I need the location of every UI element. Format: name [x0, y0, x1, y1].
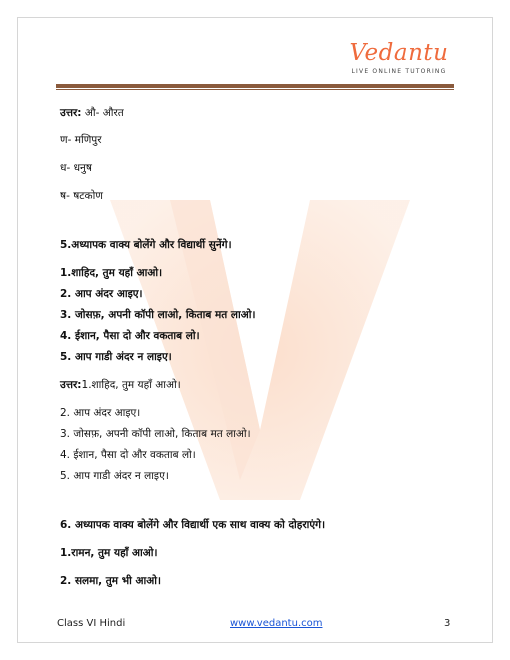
q5-item: 2. आप अंदर आइए। — [60, 288, 143, 300]
footer-website-link[interactable]: www.vedantu.com — [230, 618, 323, 629]
q6-item: 2. सलमा, तुम भी आओ। — [60, 575, 161, 587]
header-rule — [56, 84, 454, 88]
q5-item: 3. जोसफ़, अपनी कॉपी लाओ, किताब मत लाओ। — [60, 309, 256, 321]
q5-item: 4. ईशान, पैसा दो और वकताब लो। — [60, 330, 200, 342]
vedantu-logo — [344, 40, 454, 80]
footer-class-label: Class VI Hindi — [57, 618, 126, 629]
answer-5-item: 5. आप गाडी अंदर न लाइए। — [60, 470, 169, 482]
question-6-title: 6. अध्यापक वाक्य बोलेंगे और विद्यार्थी एक साथ वाक्य को दोहराएंगे। — [60, 519, 326, 531]
logo-tagline: LIVE ONLINE TUTORING — [351, 68, 447, 75]
answer-5-item: 3. जोसफ़, अपनी कॉपी लाओ, किताब मत लाओ। — [60, 428, 251, 440]
text-line: ष- षटकोण — [60, 190, 103, 202]
text-line: ध- धनुष — [60, 162, 92, 174]
answer-text: 1.शाहिद, तुम यहाँ आओ। — [81, 379, 181, 391]
answer-5-item: 2. आप अंदर आइए। — [60, 407, 141, 419]
header-rule-thin — [56, 89, 454, 90]
answer-5-item: 4. ईशान, पैसा दो और वकताब लो। — [60, 449, 196, 461]
answer-label: उत्तर: — [60, 379, 82, 391]
logo-wordmark: Vedantu — [349, 40, 449, 66]
answer-line-1 — [60, 106, 124, 120]
answer-text: औ- औरत — [81, 107, 124, 119]
text-line: ण- मणिपुर — [60, 134, 102, 146]
page-number: 3 — [444, 618, 451, 629]
answer-5-line — [60, 378, 181, 392]
q5-item: 5. आप गाडी अंदर न लाइए। — [60, 351, 172, 363]
question-5-title: 5.अध्यापक वाक्य बोलेंगे और विद्यार्थी सुनेंगे। — [60, 239, 232, 251]
q6-item: 1.रामन, तुम यहाँ आओ। — [60, 547, 158, 559]
answer-label: उत्तर: — [60, 107, 82, 119]
q5-item: 1.शाहिद, तुम यहाँ आओ। — [60, 267, 163, 279]
